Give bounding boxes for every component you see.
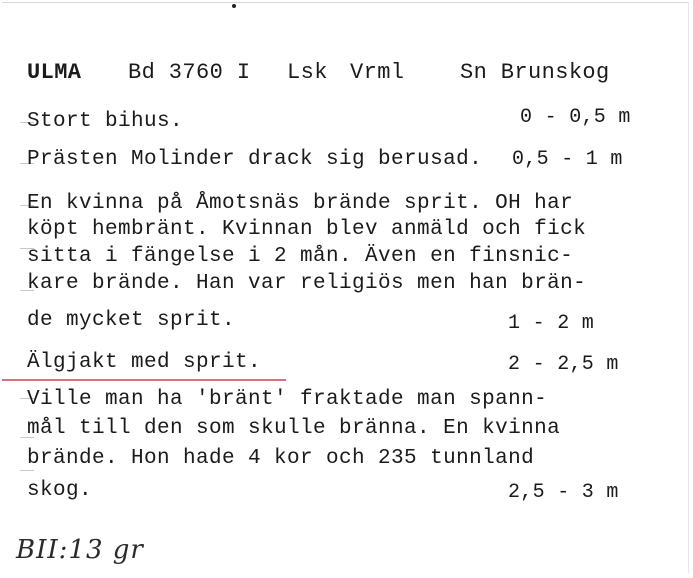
entry-text: Ville man ha 'bränt' fraktade man spann- [27, 388, 548, 411]
entry-text: skog. [27, 479, 93, 502]
entry-text: de mycket sprit. [27, 309, 236, 332]
entry-text: sitta i fängelse i 2 mån. Även en finsnic- [27, 245, 574, 268]
parish-name: Sn Brunskog [460, 60, 610, 85]
volume-number: Bd 3760 I [128, 60, 251, 85]
county-code: Vrml [350, 60, 405, 85]
entry-text: Prästen Molinder drack sig berusad. [27, 148, 483, 171]
collection-code: Lsk [287, 60, 328, 85]
depth-range: 1 - 2 m [508, 312, 595, 335]
entry-text: köpt hembränt. Kvinnan blev anmäld och fick [27, 218, 587, 241]
entry-text: mål till den som skulle bränna. En kvinna [27, 417, 561, 440]
depth-range: 2,5 - 3 m [508, 481, 619, 504]
entry-text: brände. Hon hade 4 kor och 235 tunnland [27, 447, 535, 470]
archive-code: ULMA [27, 60, 82, 85]
entry-text: En kvinna på Åmotsnäs brände sprit. OH har [27, 192, 574, 215]
ink-dot [232, 4, 236, 8]
handwritten-reference: BII:13 gr [16, 535, 144, 565]
entry-text: Stort bihus. [27, 110, 184, 133]
entry-text: Älgjakt med sprit. [27, 351, 262, 374]
depth-range: 0 - 0,5 m [520, 106, 631, 129]
entry-text: kare brände. Han var religiös men han brän- [27, 272, 587, 295]
red-underline [2, 379, 286, 381]
depth-range: 0,5 - 1 m [512, 148, 623, 171]
depth-range: 2 - 2,5 m [508, 353, 619, 376]
